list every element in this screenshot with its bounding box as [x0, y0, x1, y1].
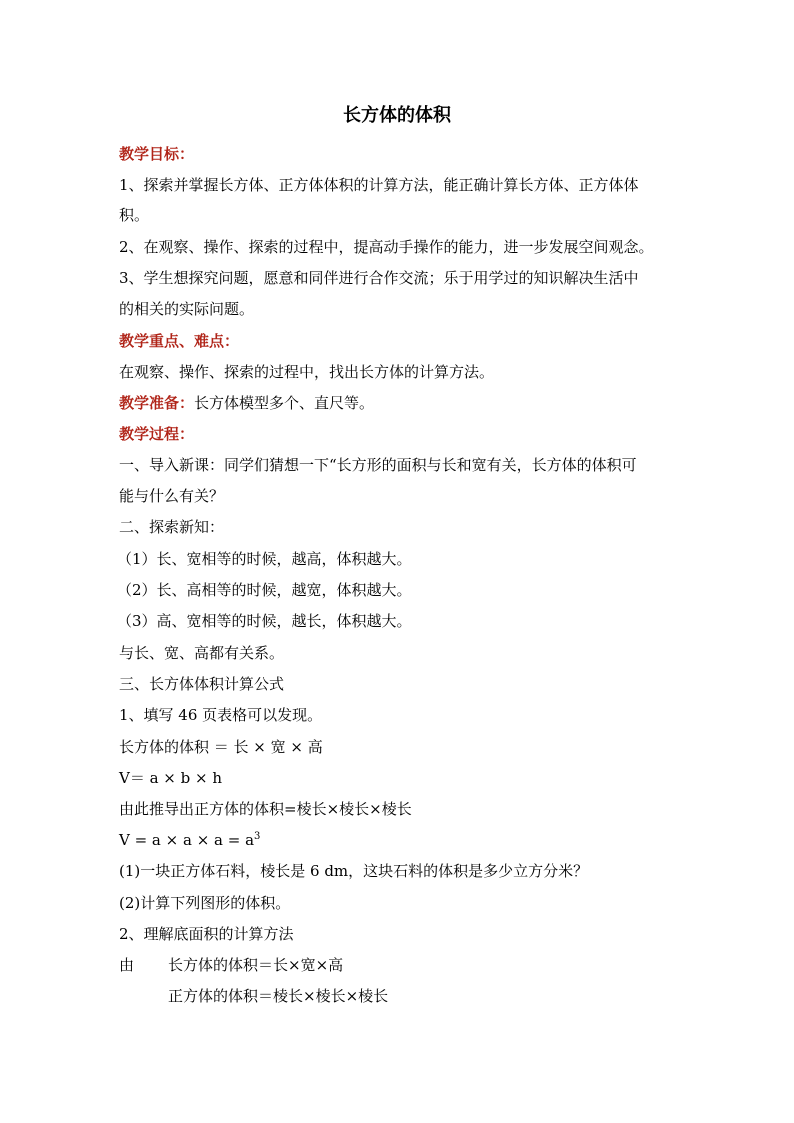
- objective-2: 2、在观察、操作、探索的过程中，提高动手操作的能力，进一步发展空间观念。: [119, 238, 654, 256]
- cuboid-volume-rule: 长方体的体积＝长×宽×高: [168, 956, 344, 974]
- page-title: 长方体的体积: [343, 105, 451, 126]
- key-points-heading: 教学重点、难点：: [119, 332, 240, 350]
- from-label: 由: [119, 956, 135, 974]
- intro-line: 一、导入新课：同学们猜想一下“长方形的面积与长和宽有关，长方体的体积可: [119, 456, 637, 474]
- base-area-heading: 2、理解底面积的计算方法: [119, 925, 294, 943]
- process-heading: 教学过程：: [119, 425, 195, 443]
- cuboid-formula: 长方体的体积 ＝ 长 × 宽 × 高: [119, 738, 323, 756]
- explore-item-3: （3）高、宽相等的时候，越长，体积越大。: [117, 612, 412, 630]
- intro-line-cont: 能与什么有关？: [119, 487, 225, 505]
- explore-item-2: （2）长、高相等的时候，越宽，体积越大。: [117, 581, 412, 599]
- cube-formula-symbolic: [119, 829, 260, 851]
- exercise-1: (1)一块正方体石料，棱长是 6 dm，这块石料的体积是多少立方分米？: [119, 862, 589, 880]
- explore-conclusion: 与长、宽、高都有关系。: [119, 644, 285, 662]
- objective-3: 3、学生想探究问题，愿意和同伴进行合作交流；乐于用学过的知识解决生活中: [119, 269, 639, 287]
- formula-section-heading: 三、长方体体积计算公式: [119, 675, 285, 693]
- cuboid-formula-symbolic: V＝ a × b × h: [119, 769, 223, 787]
- key-points-text: 在观察、操作、探索的过程中，找出长方体的计算方法。: [119, 363, 495, 381]
- explore-heading: 二、探索新知：: [119, 518, 225, 536]
- explore-item-1: （1）长、宽相等的时候，越高，体积越大。: [117, 550, 412, 568]
- objectives-heading: 教学目标：: [119, 145, 195, 163]
- cube-formula-exponent: 3: [254, 831, 261, 842]
- preparation-text: 长方体模型多个、直尺等。: [194, 394, 375, 412]
- cube-formula-base: V = a × a × a = a: [119, 831, 255, 849]
- cube-derivation: 由此推导出正方体的体积=棱长×棱长×棱长: [119, 800, 412, 818]
- preparation-heading: 教学准备：: [119, 394, 195, 412]
- formula-step-1: 1、填写 46 页表格可以发现。: [119, 706, 323, 724]
- preparation-line: [119, 392, 374, 414]
- objective-1: 1、探索并掌握长方体、正方体体积的计算方法，能正确计算长方体、正方体体: [119, 176, 639, 194]
- objective-3-cont: 的相关的实际问题。: [119, 300, 255, 318]
- objective-1-cont: 积。: [119, 206, 150, 224]
- exercise-2: (2)计算下列图形的体积。: [119, 894, 291, 912]
- cube-volume-rule: 正方体的体积＝棱长×棱长×棱长: [168, 987, 389, 1005]
